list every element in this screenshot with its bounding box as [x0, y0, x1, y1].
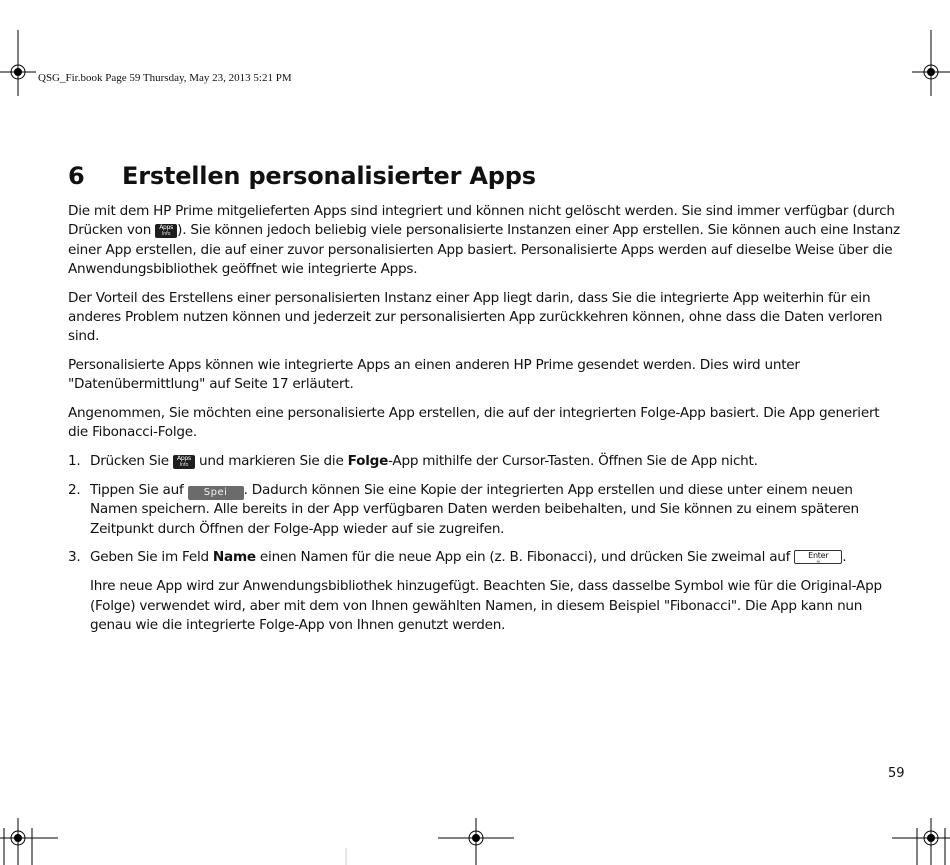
- paragraph-example: Angenommen, Sie möchten eine personalisierte App erstellen, die auf der integrierten Folge-App basiert. Die App generiert die Fibonacci-Folge.: [68, 405, 880, 441]
- info-key-label: Info: [179, 462, 189, 469]
- list-item: [68, 481, 903, 539]
- paragraph-text: Die mit dem HP Prime mitgelieferten Apps sind integriert und können nicht gelöscht werden. Sie sind immer verfügbar (durch Drücken von: [68, 203, 895, 239]
- step-text: Tippen Sie auf: [90, 482, 188, 499]
- step-text: und markieren Sie die: [194, 453, 348, 470]
- step-text: . Dadurch können Sie eine Kopie der integrierten App erstellen und diese unter einem neuen Namen speichern. Alle bereits in der App verfügbaren Daten werden beibehalten, und Sie können zu einem späteren Zeitpunkt durch Öffnen der Folge-App wieder auf sie zugreifen.: [90, 482, 859, 537]
- step-note: Ihre neue App wird zur Anwendungsbibliothek hinzugefügt. Beachten Sie, dass dasselbe Symbol wie für die Original-App (Folge) verwendet wird, aber mit dem von Ihnen gewählten Namen, in diesem Beispiel "Fibonacci". Die App kann nun genau wie die integrierte Folge-App von Ihnen genutzt werden.: [90, 578, 882, 633]
- step-text: Drücken Sie: [90, 453, 173, 470]
- body-text: [68, 202, 903, 645]
- step-text: -App mithilfe der Cursor-Tasten. Öffnen Sie de App nicht.: [388, 453, 758, 470]
- info-key-label: Info: [161, 231, 171, 238]
- list-item: [68, 548, 903, 635]
- step-number: 1.: [68, 453, 81, 470]
- enter-key-label: Enter: [808, 551, 829, 561]
- step-number: 3.: [68, 549, 81, 566]
- apps-key-icon: [155, 224, 177, 238]
- registration-mark-icon: [0, 30, 36, 96]
- paragraph-intro: [68, 202, 903, 279]
- step-number: 2.: [68, 482, 81, 499]
- chapter-heading: [68, 162, 536, 190]
- apps-key-label: Apps: [159, 224, 174, 232]
- chapter-title: Erstellen personalisierter Apps: [122, 162, 536, 190]
- paragraph-advantage: Der Vorteil des Erstellens einer personalisierten Instanz einer App liegt darin, dass Sie die integrierte App weiterhin für ein anderes Problem nutzen können und jederzeit zur personalisierten App zurückkehren können, ohne dass die Daten verloren sind.: [68, 289, 883, 345]
- chapter-number: 6: [68, 162, 85, 190]
- enter-key-icon: [794, 550, 842, 564]
- book-header: QSG_Fir.book Page 59 Thursday, May 23, 2013 5:21 PM: [38, 72, 292, 84]
- step-text: einen Namen für die neue App ein (z. B. Fibonacci), und drücken Sie zweimal auf: [255, 549, 795, 566]
- step-text: Geben Sie im Feld: [90, 549, 213, 566]
- steps-list: [68, 452, 903, 635]
- registration-mark-icon: [0, 818, 58, 865]
- step-text: .: [842, 549, 847, 566]
- apps-key-label: Apps: [177, 455, 191, 463]
- spei-softkey-icon: Spei: [188, 486, 244, 500]
- registration-mark-icon: [912, 30, 950, 96]
- enter-key-sublabel: ≈: [816, 559, 821, 566]
- apps-key-icon: [173, 455, 195, 469]
- field-name-bold: Name: [212, 549, 256, 566]
- registration-mark-icon: [438, 818, 514, 865]
- paragraph-sending: Personalisierte Apps können wie integrierte Apps an einen anderen HP Prime gesendet werden. Dies wird unter "Datenübermittlung" auf Seite 17 erläutert.: [68, 357, 800, 393]
- list-item: [68, 452, 903, 471]
- paragraph-text: ). Sie können jedoch beliebig viele personalisierte Instanzen einer App erstellen. Sie können auch eine Instanz einer App erstellen, die auf einer zuvor personalisierten App basiert. Personalisierte Apps werden auf dieselbe Weise über die Anwendungsbibliothek geöffnet wie integrierte Apps.: [68, 222, 900, 277]
- page-number: 59: [888, 766, 905, 781]
- app-name-bold: Folge: [347, 453, 389, 470]
- registration-mark-icon: [892, 818, 950, 865]
